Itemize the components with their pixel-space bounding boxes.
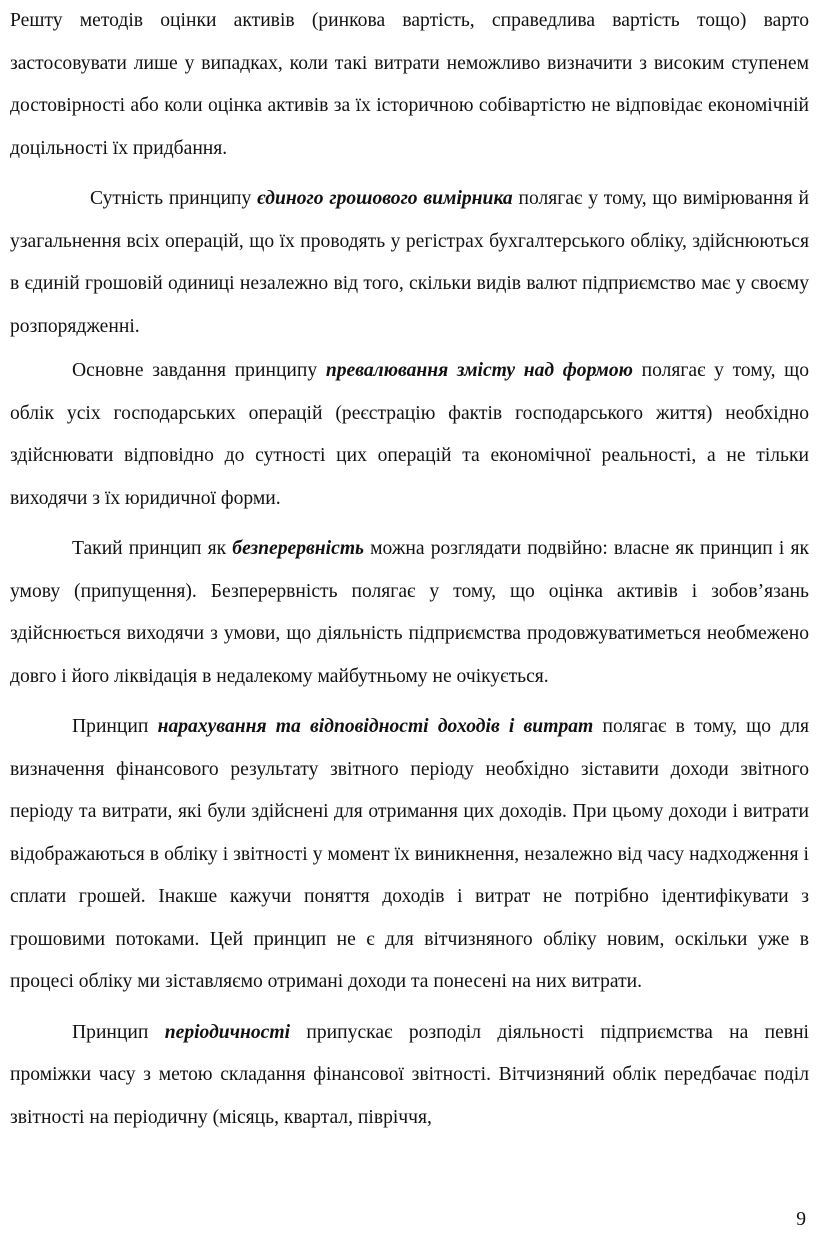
term-substance-over-form: превалювання змісту над формою bbox=[325, 360, 633, 381]
page-number: 9 bbox=[796, 1209, 806, 1230]
term-single-monetary-unit: єдиного грошового вимірника bbox=[257, 188, 513, 209]
paragraph-1 bbox=[10, 0, 809, 170]
paragraph-6 bbox=[10, 1012, 809, 1140]
term-going-concern: безперервність bbox=[232, 538, 365, 559]
paragraph-1-text: Решту методів оцінки активів (ринкова вартість, справедлива вартість тощо) варто застосовувати лише у випадках, коли такі витрати неможливо визначити з високим ступенем достовірності або коли оцінка активів за їх історичною собівартістю не відповідає економічній доцільності їх придбання. bbox=[10, 10, 809, 159]
paragraph-5-body: полягає в тому, що для визначення фінансового результату звітного періоду необхідно зіставити доходи звітного періоду та витрати, які були здійснені для отримання цих доходів. При цьому доходи і витрати відображаються в обліку і звітності у момент їх виникнення, незалежно від часу надходження і сплати грошей. Інакше кажучи поняття доходів і витрат не потрібно ідентифікувати з грошовими потоками. Цей принцип не є для вітчизняного обліку новим, оскільки уже в процесі обліку ми зіставляємо отримані доходи та понесені на них витрати. bbox=[10, 716, 809, 992]
paragraph-2 bbox=[10, 178, 809, 348]
paragraph-4-body: можна розглядати подвійно: власне як принцип і як умову (припущення). Безперервність полягає у тому, що оцінка активів і зобов’язань здійснюється виходячи з умови, що діяльність підприємства продовжуватиметься необмежено довго і його ліквідація в недалекому майбутньому не очікується. bbox=[10, 538, 809, 687]
term-periodicity: періодичності bbox=[164, 1021, 291, 1043]
paragraph-2-lead: Сутність принципу bbox=[90, 188, 258, 209]
paragraph-3-lead: Основне завдання принципу bbox=[72, 360, 326, 381]
paragraph-6-body: припускає розподіл діяльності підприємства на певні проміжки часу з метою складання фінансової звітності. Вітчизняний облік передбачає поділ звітності на періодичну (місяць, квартал, півріччя, bbox=[10, 1021, 809, 1128]
document-page bbox=[10, 0, 809, 1139]
paragraph-3 bbox=[10, 350, 809, 520]
paragraph-6-lead: Принцип bbox=[72, 1021, 165, 1043]
paragraph-4-lead: Такий принцип як bbox=[72, 538, 233, 559]
paragraph-3-body: полягає у тому, що облік усіх господарських операцій (реєстрацію фактів господарського життя) необхідно здійснювати відповідно до сутності цих операцій та економічної реальності, а не тільки виходячи з їх юридичної форми. bbox=[10, 360, 809, 509]
paragraph-2-body: полягає у тому, що вимірювання й узагальнення всіх операцій, що їх проводять у регістрах бухгалтерського обліку, здійснюються в єдиній грошовій одиниці незалежно від того, скільки видів валют підприємство має у своєму розпорядженні. bbox=[10, 188, 809, 337]
paragraph-4 bbox=[10, 528, 809, 698]
paragraph-5-lead: Принцип bbox=[72, 716, 158, 737]
paragraph-5 bbox=[10, 706, 809, 1004]
term-accrual-matching: нарахування та відповідності доходів і витрат bbox=[157, 716, 594, 737]
